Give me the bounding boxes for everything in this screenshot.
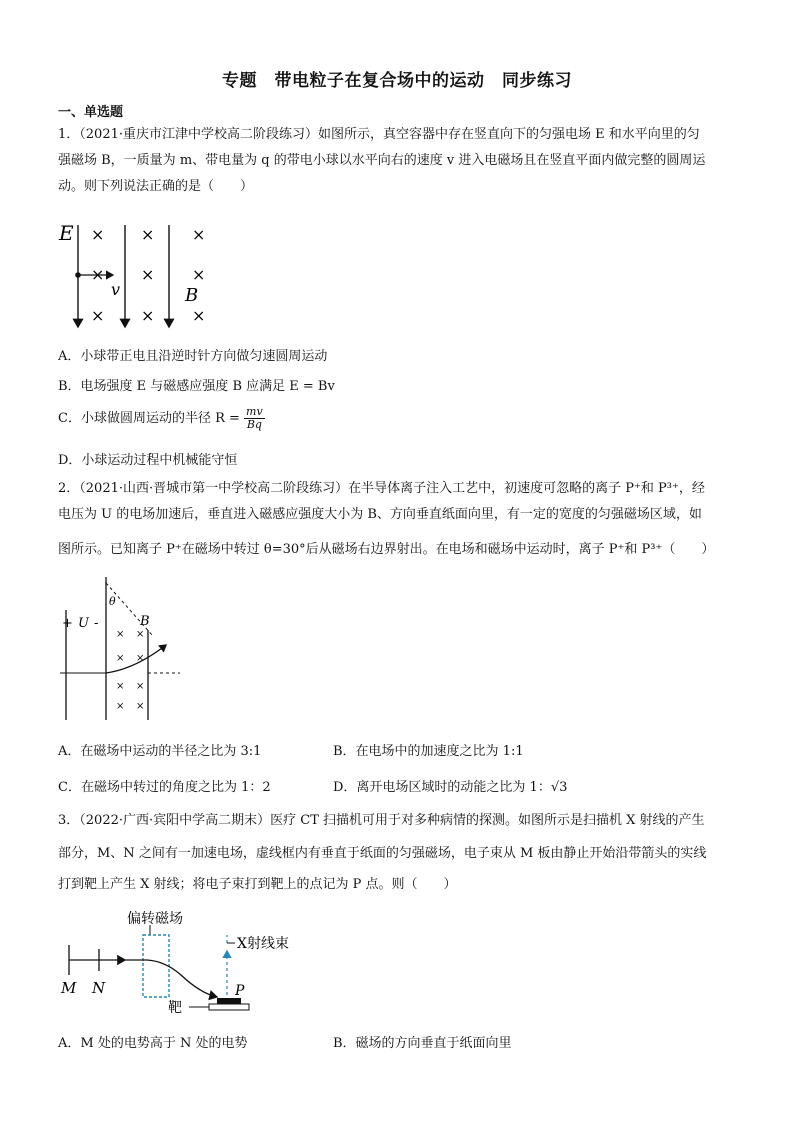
q3-line-3: 打到靶上产生 X 射线；将电子束打到靶上的点记为 P 点。则（ ） — [58, 877, 457, 892]
q3-label-M: M — [61, 979, 77, 997]
q2-cross: × — [136, 701, 145, 712]
section-heading: 一、单选题 — [58, 105, 124, 120]
q1-cross: × — [91, 225, 105, 244]
q3-target-base — [209, 1004, 249, 1010]
q1-cross: × — [141, 306, 155, 325]
q2-option-b[interactable]: B．在电场中的加速度之比为 1:1 — [333, 744, 524, 759]
q1-option-a[interactable]: A．小球带正电且沿逆时针方向做匀速圆周运动 — [58, 349, 328, 364]
q2-label-U: U — [78, 616, 89, 631]
q2-option-d[interactable]: D．离开电场区域时的动能之比为 1：√3 — [333, 780, 568, 795]
q2-line-2: 电压为 U 的电场加速后，垂直进入磁感应强度大小为 B、方向垂直纸面向里，有一定的宽度的匀强磁场区域，如 — [58, 507, 702, 522]
q1-line-2: 强磁场 B，一质量为 m、带电量为 q 的带电小球以水平向右的速度 v 进入电磁场且在竖直平面内做完整的圆周运 — [58, 153, 706, 168]
q2-line-3: 图所示。已知离子 P⁺在磁场中转过 θ=30°后从磁场右边界射出。在电场和磁场中运动时，离子 P⁺和 P³⁺（ ） — [58, 542, 715, 557]
q2-cross: × — [116, 681, 125, 692]
q2-option-c[interactable]: C．在磁场中转过的角度之比为 1：2 — [58, 780, 271, 795]
q3-option-a[interactable]: A．M 处的电势高于 N 处的电势 — [58, 1036, 248, 1051]
q2-cross: × — [116, 629, 125, 640]
q3-line-1: 3．（2022·广西·宾阳中学高二期末）医疗 CT 扫描机可用于对多种病情的探测。如图所示是扫描机 X 射线的产生 — [58, 813, 705, 828]
q2-cross: × — [116, 701, 125, 712]
q1-fraction-denominator: Bq — [246, 418, 262, 431]
q2-cross: × — [136, 629, 145, 640]
page-title: 专题 带电粒子在复合场中的运动 同步练习 — [222, 71, 572, 91]
q3-label-N: N — [92, 979, 106, 997]
q1-cross: × — [192, 225, 206, 244]
q3-label-xray: X射线束 — [237, 936, 289, 952]
q1-field-figure — [55, 215, 225, 340]
q3-label-P: P — [235, 983, 245, 999]
q1-cross: × — [141, 225, 155, 244]
q2-label-theta: θ — [109, 595, 116, 608]
q1-option-b[interactable]: B．电场强度 E 与磁感应强度 B 应满足 E = Bv — [58, 379, 335, 394]
q3-ct-figure — [55, 905, 315, 1020]
q1-cross: × — [141, 265, 155, 284]
q1-line-1: 1．（2021·重庆市江津中学校高二阶段练习）如图所示，真空容器中存在竖直向下的匀强电场 E 和水平向里的匀 — [58, 127, 700, 142]
q3-label-field: 偏转磁场 — [127, 911, 183, 927]
q3-label-target: 靶 — [168, 1000, 182, 1016]
q1-cross: × — [91, 265, 105, 284]
q1-option-d[interactable]: D．小球运动过程中机械能守恒 — [58, 453, 238, 468]
q3-option-b[interactable]: B．磁场的方向垂直于纸面向里 — [333, 1036, 512, 1051]
q2-cross: × — [116, 653, 125, 664]
q2-cross: × — [136, 653, 145, 664]
q2-label-B: B — [140, 614, 150, 629]
q1-cross: × — [91, 306, 105, 325]
q1-label-v: v — [111, 280, 121, 299]
q1-fraction-numerator: mv — [246, 405, 263, 418]
q1-radius-fraction — [244, 406, 265, 431]
q2-line-1: 2．（2021·山西·晋城市第一中学校高二阶段练习）在半导体离子注入工艺中，初速度可忽略的离子 P⁺和 P³⁺，经 — [58, 481, 705, 496]
q1-line-3: 动。则下列说法正确的是（ ） — [58, 179, 254, 194]
q3-magnetic-field-box — [143, 935, 169, 997]
q1-cross: × — [192, 265, 206, 284]
q1-option-c-text: C．小球做圆周运动的半径 R = — [58, 411, 240, 426]
q3-electron-beam-curve — [125, 960, 217, 997]
q1-option-c[interactable] — [58, 406, 265, 431]
q2-cross: × — [136, 681, 145, 692]
q1-label-B: B — [185, 285, 199, 306]
q2-label-plus: + — [62, 616, 73, 631]
q1-label-E: E — [59, 221, 74, 245]
q3-line-2: 部分，M、N 之间有一加速电场，虚线框内有垂直于纸面的匀强磁场，电子束从 M 板由静止开始沿带箭头的实线 — [58, 846, 707, 861]
q2-ion-figure — [60, 575, 190, 725]
q1-cross: × — [192, 306, 206, 325]
q2-label-minus: - — [94, 616, 99, 631]
q2-option-a[interactable]: A．在磁场中运动的半径之比为 3:1 — [58, 744, 262, 759]
